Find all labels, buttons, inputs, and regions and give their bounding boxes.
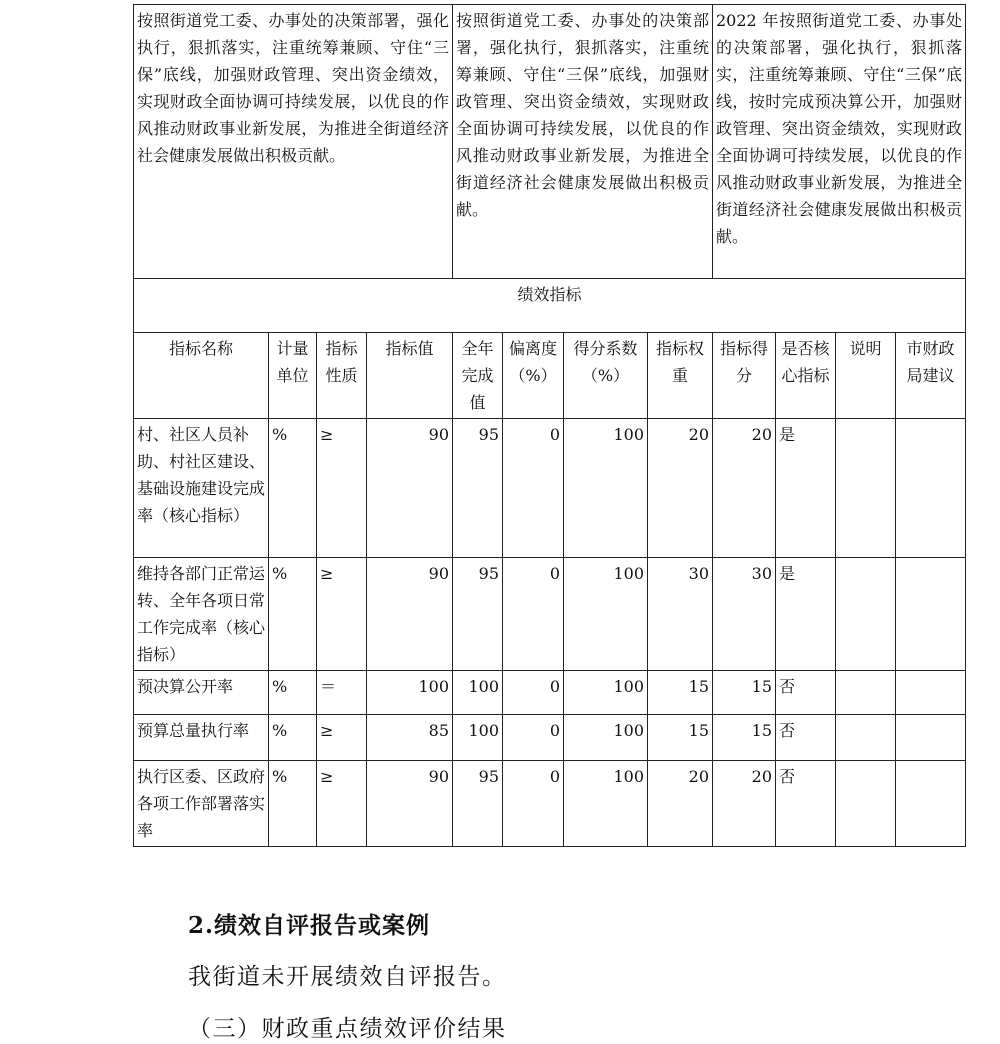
row-unit: % <box>269 419 317 558</box>
row-nature: ≥ <box>317 761 367 847</box>
row-deviation: 0 <box>503 558 564 671</box>
row-weight: 15 <box>648 671 713 715</box>
header-name: 指标名称 <box>134 333 269 419</box>
header-coef: 得分系数（%） <box>564 333 648 419</box>
row-nature: ≥ <box>317 558 367 671</box>
row-actual: 95 <box>453 558 503 671</box>
goal-text-col3: 2022 年按照街道党工委、办事处的决策部署，强化执行，狠抓落实，注重统筹兼顾、守住“三保”底线，按时完成预决算公开，加强财政管理、突出资金绩效，实现财政全面协调可持续发展，以优良的作风推动财政事业新发展，为推进全街道经济社会健康发展做出积极贡献。 <box>713 5 966 279</box>
subsection-heading: （三）财政重点绩效评价结果 <box>188 1016 507 1042</box>
row-name: 维持各部门正常运转、全年各项日常工作完成率（核心指标） <box>134 558 269 671</box>
header-note: 说明 <box>836 333 896 419</box>
row-unit: % <box>269 761 317 847</box>
row-core: 是 <box>776 558 836 671</box>
row-target: 85 <box>367 715 453 761</box>
row-weight: 30 <box>648 558 713 671</box>
row-weight: 20 <box>648 761 713 847</box>
row-core: 否 <box>776 671 836 715</box>
header-nature: 指标性质 <box>317 333 367 419</box>
row-note <box>836 715 896 761</box>
body-paragraph: 我街道未开展绩效自评报告。 <box>188 964 507 990</box>
row-name: 村、社区人员补助、村社区建设、基础设施建设完成率（核心指标） <box>134 419 269 558</box>
row-coef: 100 <box>564 761 648 847</box>
row-core: 否 <box>776 715 836 761</box>
row-nature: ＝ <box>317 671 367 715</box>
row-name: 预决算公开率 <box>134 671 269 715</box>
row-name: 执行区委、区政府各项工作部署落实率 <box>134 761 269 847</box>
row-coef: 100 <box>564 671 648 715</box>
row-coef: 100 <box>564 419 648 558</box>
table-row <box>134 671 966 715</box>
row-unit: % <box>269 671 317 715</box>
header-score: 指标得分 <box>713 333 776 419</box>
row-note <box>836 419 896 558</box>
row-score: 15 <box>713 715 776 761</box>
header-deviation: 偏离度（%） <box>503 333 564 419</box>
row-score: 20 <box>713 761 776 847</box>
goal-text-col2: 按照街道党工委、办事处的决策部署，强化执行，狠抓落实，注重统筹兼顾、守住“三保”底线，加强财政管理、突出资金绩效，实现财政全面协调可持续发展，以优良的作风推动财政事业新发展，为推进全街道经济社会健康发展做出积极贡献。 <box>453 5 713 279</box>
row-actual: 95 <box>453 761 503 847</box>
row-score: 20 <box>713 419 776 558</box>
section-heading: 2.绩效自评报告或案例 <box>188 912 431 939</box>
row-deviation: 0 <box>503 715 564 761</box>
row-weight: 15 <box>648 715 713 761</box>
table-row <box>134 419 966 558</box>
row-weight: 20 <box>648 419 713 558</box>
header-weight: 指标权重 <box>648 333 713 419</box>
section-title-row <box>134 279 966 333</box>
row-note <box>836 671 896 715</box>
table-row <box>134 715 966 761</box>
header-row <box>134 333 966 419</box>
section-title: 绩效指标 <box>134 279 966 333</box>
row-target: 90 <box>367 558 453 671</box>
row-coef: 100 <box>564 558 648 671</box>
row-deviation: 0 <box>503 671 564 715</box>
row-note <box>836 558 896 671</box>
row-advice <box>896 671 966 715</box>
row-score: 15 <box>713 671 776 715</box>
table-row <box>134 761 966 847</box>
goal-text-col1: 按照街道党工委、办事处的决策部署，强化执行，狠抓落实，注重统筹兼顾、守住“三保”底线，加强财政管理、突出资金绩效，实现财政全面协调可持续发展，以优良的作风推动财政事业新发展，为推进全街道经济社会健康发展做出积极贡献。 <box>134 5 453 279</box>
performance-table <box>133 4 966 847</box>
row-coef: 100 <box>564 715 648 761</box>
row-core: 否 <box>776 761 836 847</box>
row-target: 90 <box>367 761 453 847</box>
header-unit: 计量单位 <box>269 333 317 419</box>
row-advice <box>896 715 966 761</box>
row-target: 90 <box>367 419 453 558</box>
row-core: 是 <box>776 419 836 558</box>
header-target: 指标值 <box>367 333 453 419</box>
row-actual: 100 <box>453 671 503 715</box>
row-nature: ≥ <box>317 419 367 558</box>
row-deviation: 0 <box>503 419 564 558</box>
row-target: 100 <box>367 671 453 715</box>
header-actual: 全年完成值 <box>453 333 503 419</box>
row-unit: % <box>269 558 317 671</box>
row-name: 预算总量执行率 <box>134 715 269 761</box>
row-advice <box>896 558 966 671</box>
row-deviation: 0 <box>503 761 564 847</box>
row-actual: 95 <box>453 419 503 558</box>
row-actual: 100 <box>453 715 503 761</box>
row-advice <box>896 419 966 558</box>
row-unit: % <box>269 715 317 761</box>
row-score: 30 <box>713 558 776 671</box>
header-advice: 市财政局建议 <box>896 333 966 419</box>
goals-row <box>134 5 966 279</box>
table-row <box>134 558 966 671</box>
row-advice <box>896 761 966 847</box>
row-note <box>836 761 896 847</box>
header-core: 是否核心指标 <box>776 333 836 419</box>
row-nature: ≥ <box>317 715 367 761</box>
